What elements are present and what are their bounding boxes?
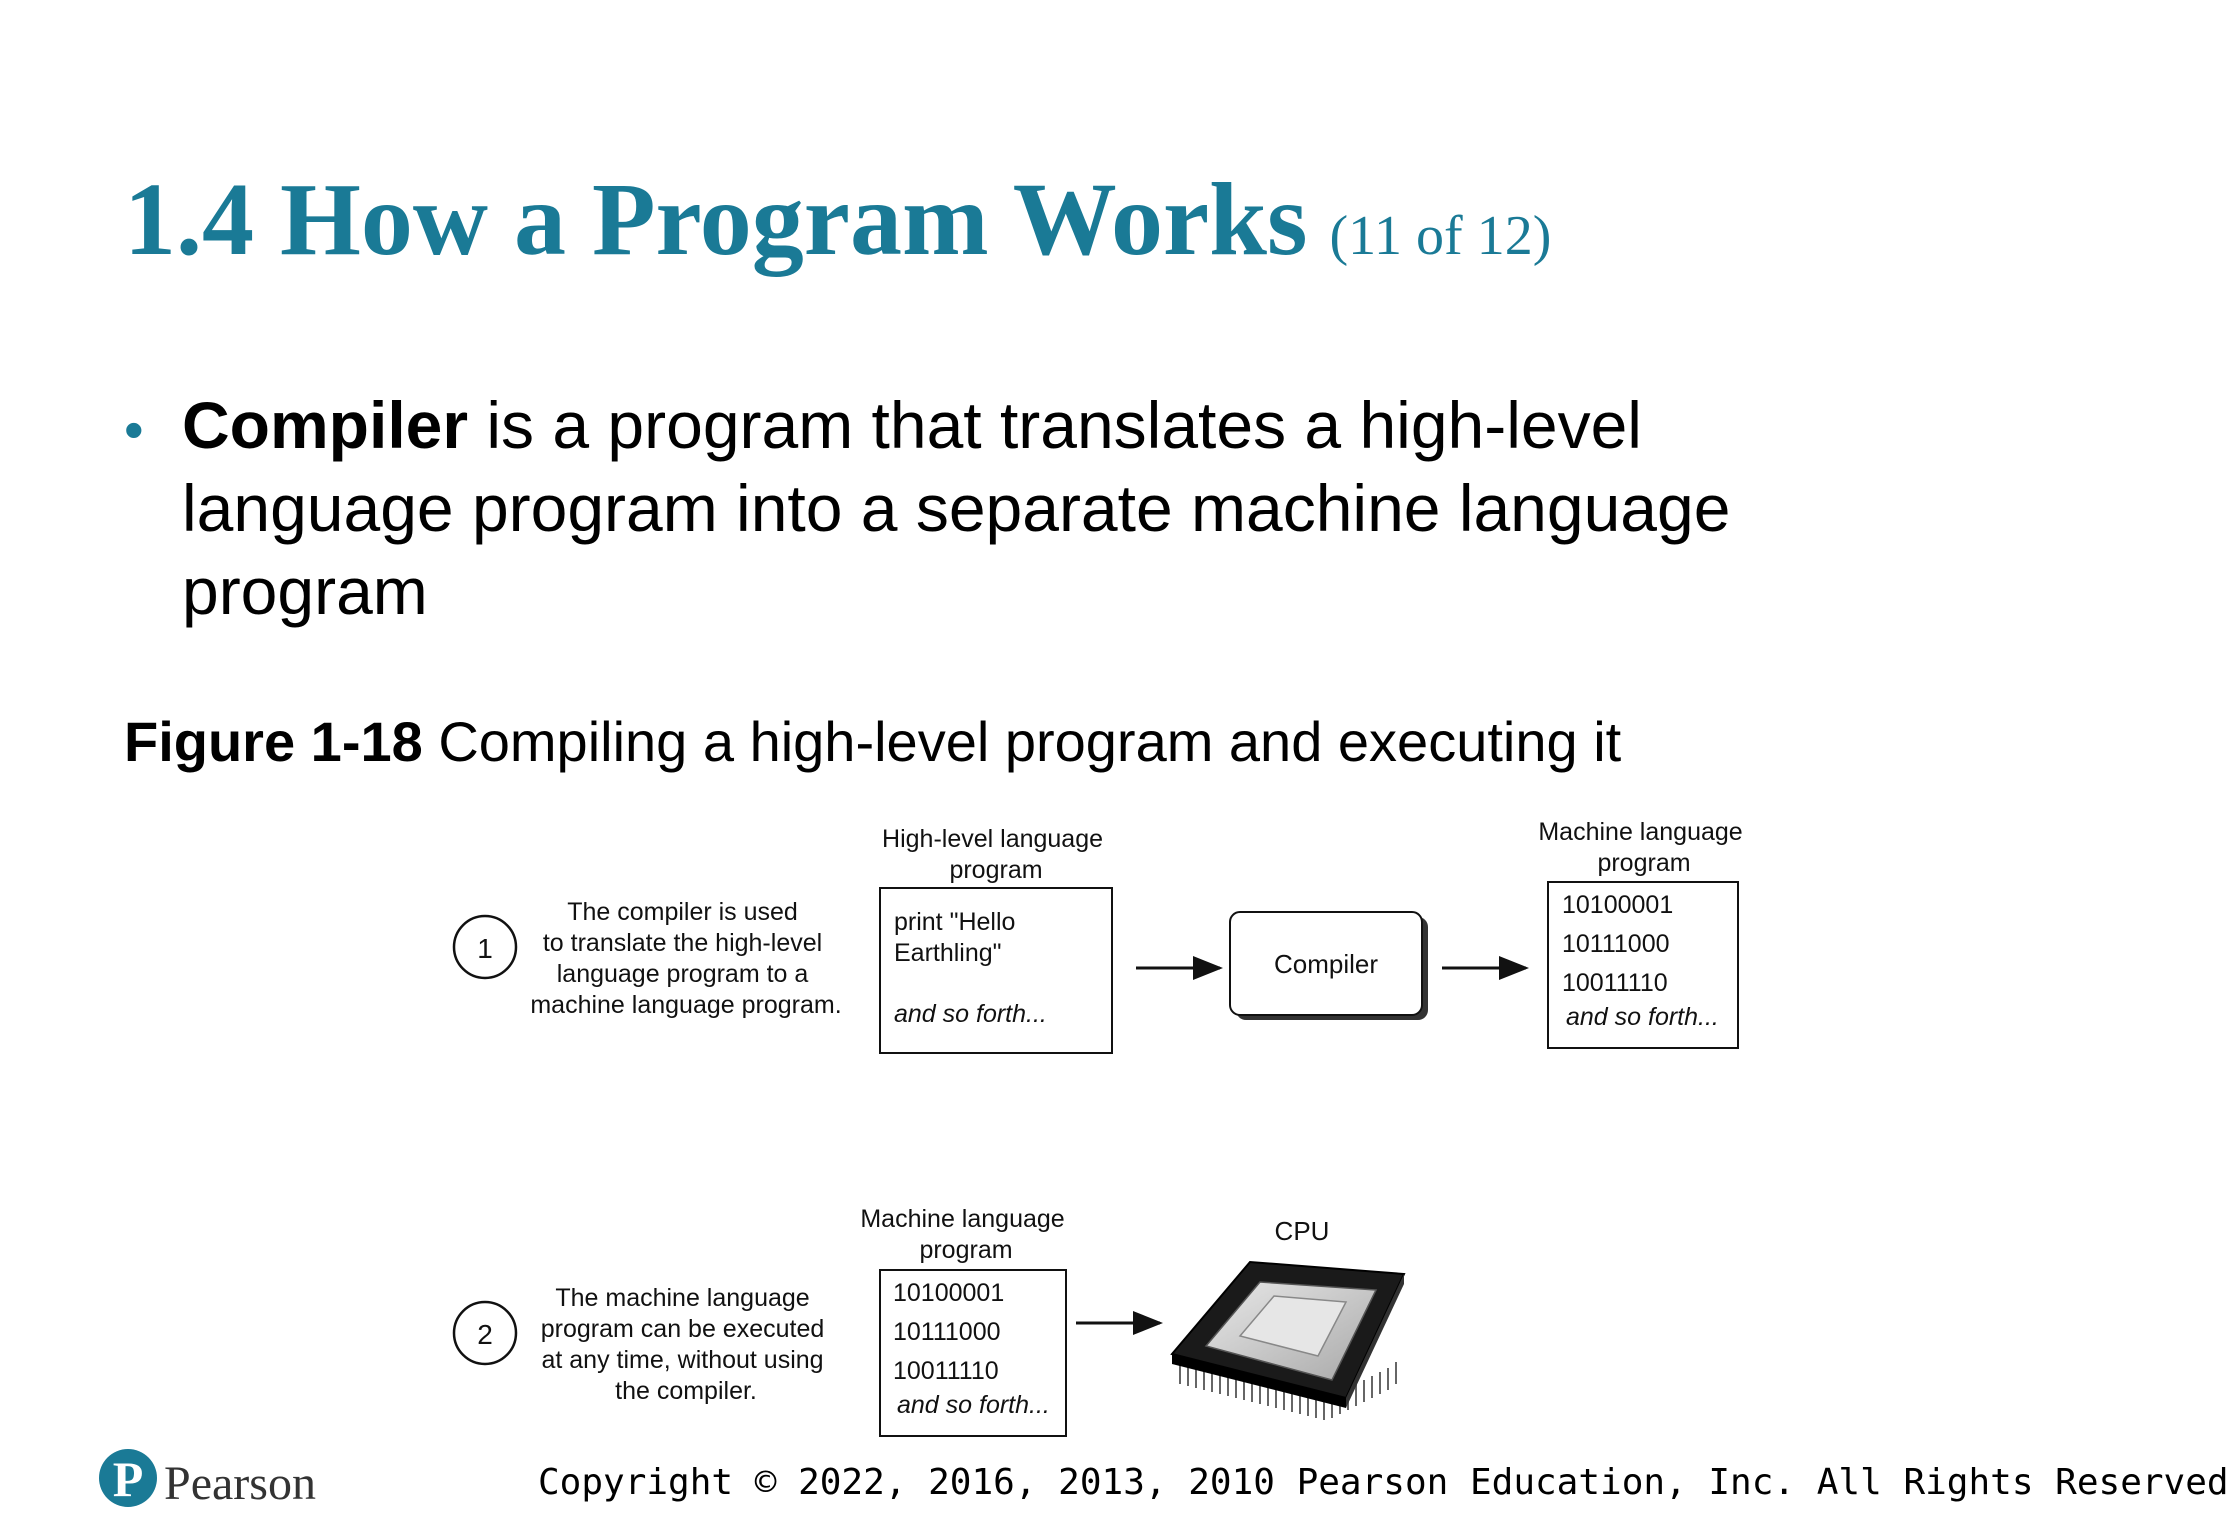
step-1-desc-line: The compiler is used [567,898,798,926]
cpu-label: CPU [1274,1216,1330,1246]
source-program-more: and so forth... [894,1000,1047,1028]
bullet-definition: is a program that translates a high-level language program into a separate machine language program [182,388,1731,628]
step-1-desc-line: machine language program. [530,991,842,1019]
step-1 [454,818,1750,1053]
title-main: 1.4 How a Program Works [124,162,1308,277]
figure-label: Figure 1-18 [124,710,423,773]
step-1-description [530,898,841,1019]
copyright-notice: Copyright © 2022, 2016, 2013, 2010 Pearson Education, Inc. All Rights Reserved [538,1462,2229,1503]
pearson-logo-letter: P [112,1451,144,1507]
program-code: 10100001 10111000 10011110 [893,1279,1005,1385]
step-1-desc-line: to translate the high-level [542,929,823,957]
step-2-number: 2 [477,1319,493,1350]
output-program-more: and so forth... [1566,1003,1719,1031]
program-label: Machine language program [860,1205,1065,1264]
step-2 [454,1205,1404,1436]
pearson-brand: Pearson [164,1457,316,1510]
cpu-icon [1172,1262,1404,1420]
compiler-label: Compiler [1273,949,1379,979]
source-program-label: High-level language program [882,825,1104,884]
step-2-description: The machine language program can be executed at any time, without using the compiler. [540,1284,825,1405]
step-1-desc-line: language program to a [556,960,809,988]
step-1-number: 1 [477,933,493,964]
pearson-logo-icon [98,1448,158,1508]
bullet-dot: • [124,398,144,461]
title-counter: (11 of 12) [1329,205,1552,267]
bullet-term: Compiler [182,388,469,462]
output-program-code: 10100001 10111000 10011110 [1562,891,1674,997]
output-program-label: Machine language program [1538,818,1743,877]
source-program-code: print "Hello Earthling" [894,908,1016,967]
figure-caption-text: Compiling a high-level program and executing it [422,710,1622,773]
program-more: and so forth... [897,1391,1050,1419]
